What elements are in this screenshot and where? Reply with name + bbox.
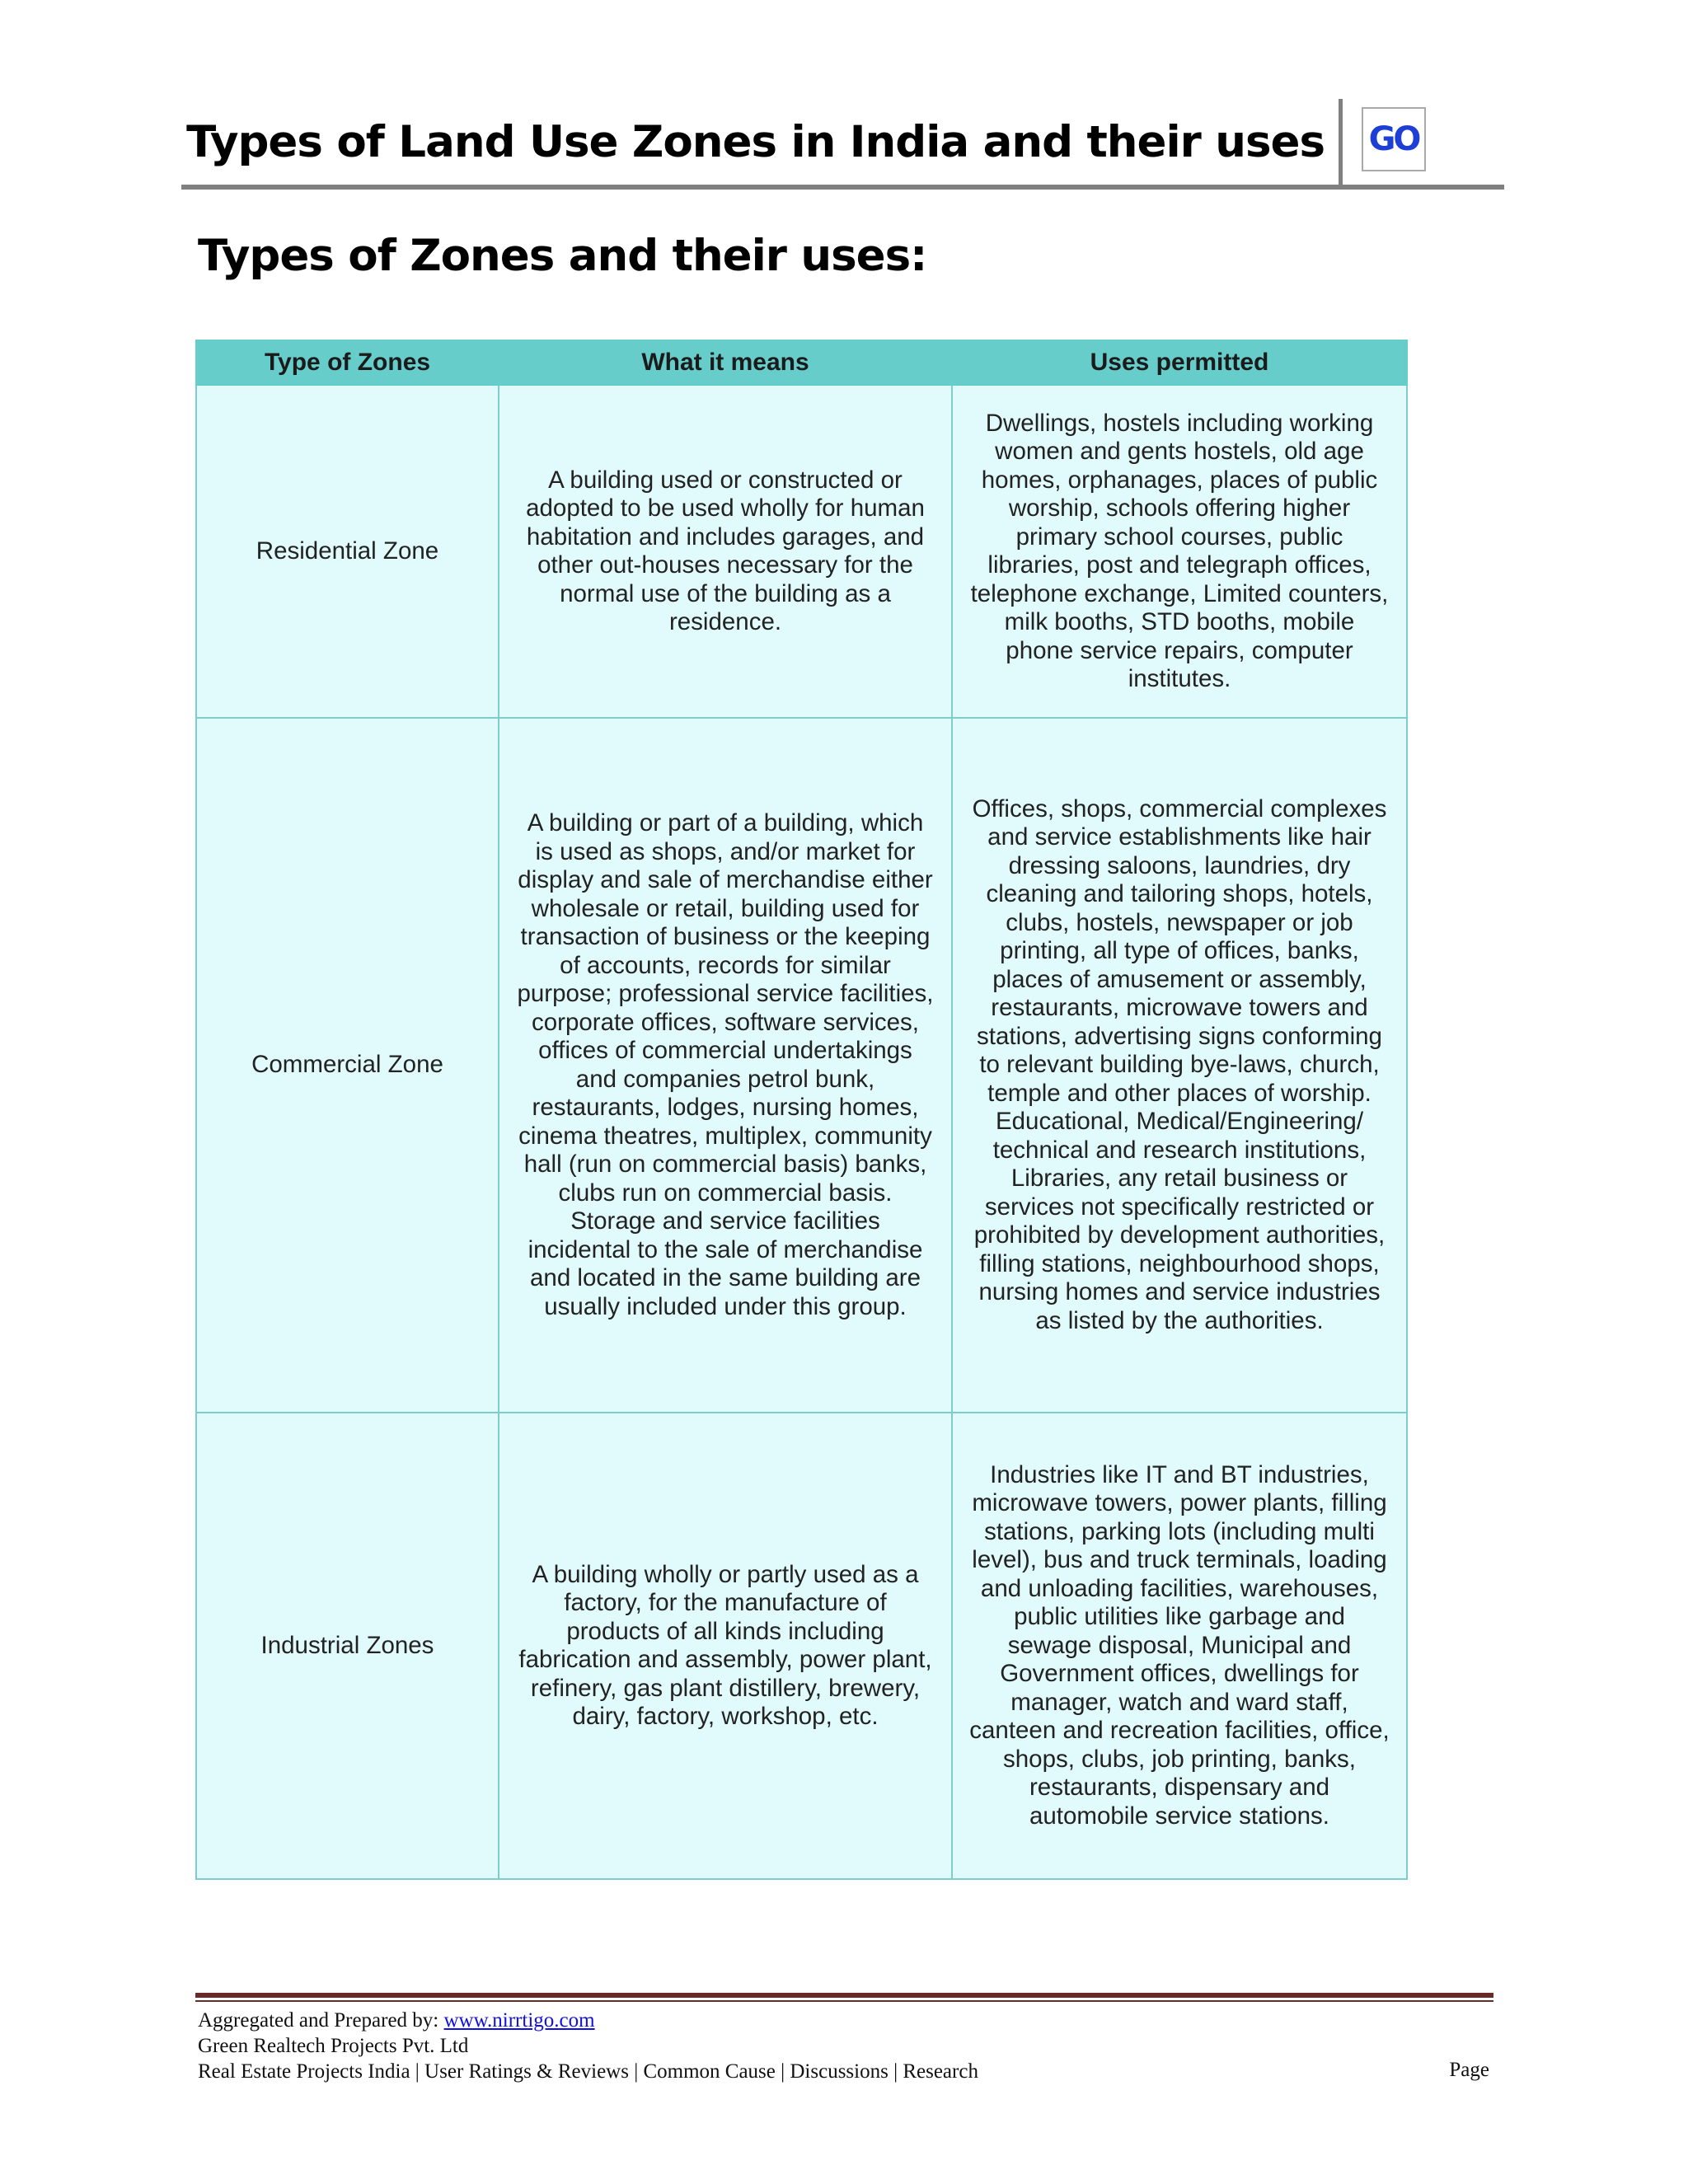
table-row-industrial [196,1413,1407,1879]
title-divider [1339,99,1343,185]
zone-uses-cell: Dwellings, hostels including working women and gents hostels, old age homes, orphanages, places of public worship, schools offering higher primary school courses, public libraries, post and telegraph offices, telephone exchange, Limited counters, milk booths, STD booths, mobile phone service repairs, computer institutes. [952,385,1407,718]
zone-meaning-cell: A building wholly or partly used as a factory, for the manufacture of products of all kinds including fabrication and assembly, power plant, refinery, gas plant distillery, brewery, dairy, factory, workshop, etc. [499,1413,952,1879]
section-title: Types of Zones and their uses: [198,231,927,281]
page-label: Page [1449,2059,1489,2081]
table-header-row [196,340,1407,385]
prepared-by-label: Aggregated and Prepared by: [198,2009,444,2032]
zone-meaning-cell: A building used or constructed or adopted to be used wholly for human habitation and includes garages, and other out-houses necessary for the normal use of the building as a residence. [499,385,952,718]
footer-tagline: Real Estate Projects India | User Ratings & Reviews | Common Cause | Discussions | Research [198,2060,978,2083]
footer-rule [195,1993,1493,1998]
footer-company: Green Realtech Projects Pvt. Ltd [198,2035,469,2057]
website-link[interactable]: www.nirrtigo.com [443,2009,595,2032]
page-footer [198,2008,1493,2084]
page-header [181,99,1504,190]
table-row-commercial [196,718,1407,1413]
go-logo [1362,107,1426,171]
logo-text: GO [1368,120,1419,158]
footer-rule-thin [195,2000,1493,2002]
zone-name-cell: Residential Zone [196,385,499,718]
footer-prepared-by [198,2008,1493,2033]
column-header-type: Type of Zones [196,340,499,385]
column-header-uses: Uses permitted [952,340,1407,385]
zones-table [195,340,1408,1880]
zone-name-cell: Industrial Zones [196,1413,499,1879]
header-rule [181,185,1504,190]
document-title: Types of Land Use Zones in India and their uses [186,117,1325,167]
table-row-residential [196,385,1407,718]
column-header-meaning: What it means [499,340,952,385]
zone-name-cell: Commercial Zone [196,718,499,1413]
zone-uses-cell: Offices, shops, commercial complexes and service establishments like hair dressing saloons, laundries, dry cleaning and tailoring shops, hotels, clubs, hostels, newspaper or job printing, all type of offices, banks, places of amusement or assembly, restaurants, microwave towers and stations, advertising signs conforming to relevant building bye-laws, church, temple and other places of worship. Educational, Medical/Engineering/ technical and research institutions, Libraries, any retail business or services not specifically restricted or prohibited by development authorities, filling stations, neighbourhood shops, nursing homes and service industries as listed by the authorities. [952,718,1407,1413]
zone-uses-cell: Industries like IT and BT industries, microwave towers, power plants, filling stations, parking lots (including multi level), bus and truck terminals, loading and unloading facilities, warehouses, public utilities like garbage and sewage disposal, Municipal and Government offices, dwellings for manager, watch and ward staff, canteen and recreation facilities, office, shops, clubs, job printing, banks, restaurants, dispensary and automobile service stations. [952,1413,1407,1879]
zone-meaning-cell: A building or part of a building, which is used as shops, and/or market for display and sale of merchandise either wholesale or retail, building used for transaction of business or the keeping of accounts, records for similar purpose; professional service facilities, corporate offices, software services, offices of commercial undertakings and companies petrol bunk, restaurants, lodges, nursing homes, cinema theatres, multiplex, community hall (run on commercial basis) banks, clubs run on commercial basis. Storage and service facilities incidental to the sale of merchandise and located in the same building are usually included under this group. [499,718,952,1413]
